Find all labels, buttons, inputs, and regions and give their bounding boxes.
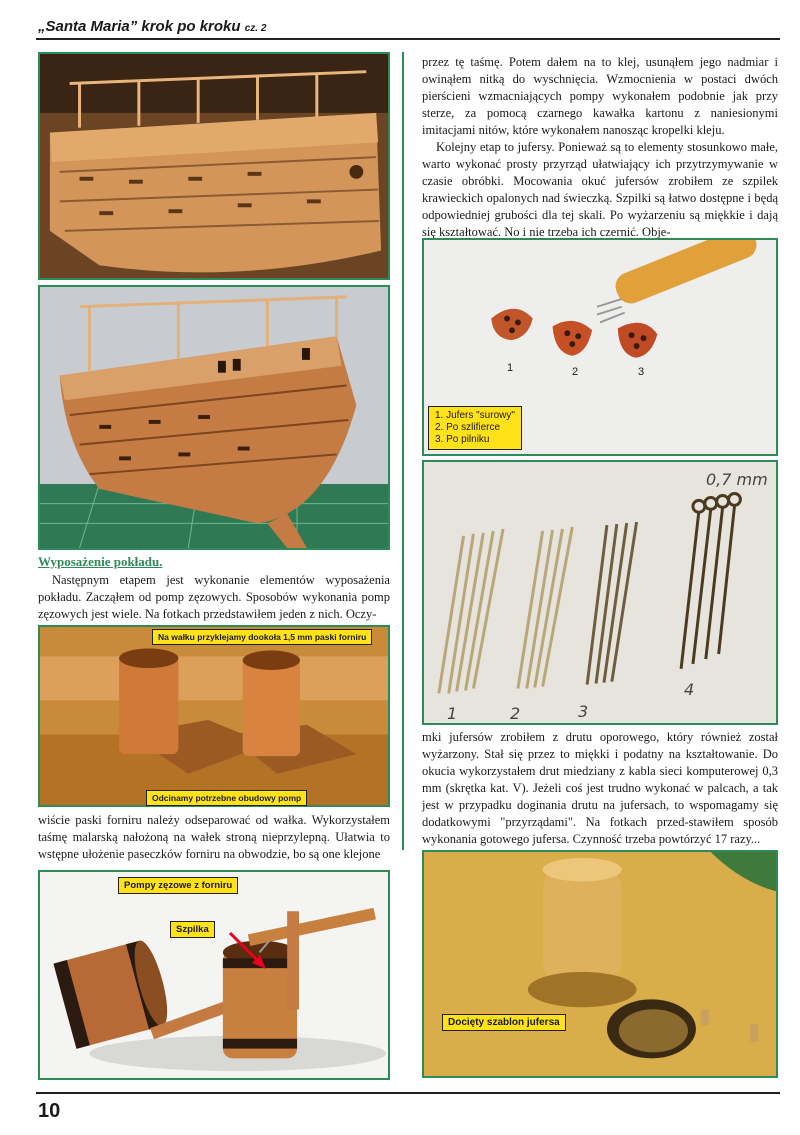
pins-number-2: 2 — [510, 704, 521, 723]
left-paragraph-1 — [38, 572, 390, 623]
ship-stern-illustration — [40, 54, 388, 278]
pins-number-4: 4 — [684, 680, 695, 699]
deadeye-legend-item: 3. Po pilniku — [435, 434, 490, 445]
pins-number-3: 3 — [578, 702, 589, 721]
caption-cut-housings: Odcinamy potrzebne obudowy pomp — [146, 790, 307, 806]
left-paragraph-2-text: wiście paski forniru należy odseparować od wałka. Wykorzystałem taśmę malarską nałożoną na wałek stroną nieprzylepną. Ułatwia to wstępne ułożenie paseczków forniru na obwodzie, bo są one klejone — [38, 813, 390, 861]
left-paragraph-1-text: Następnym etapem jest wykonanie elementów wyposażenia pokładu. Zacząłem od pomp zęzowych. Sposobów wykonania pomp zęzowych jest wiele. Na fotkach przedstawiłem jeden z nich. Oczy- — [38, 573, 390, 621]
photo-bilge-pumps — [38, 870, 390, 1080]
deadeye-legend-item: 1. Jufers "surowy" — [435, 410, 515, 421]
column-divider — [402, 52, 404, 850]
running-header — [38, 18, 266, 35]
right-paragraph-1-text: przez tę taśmę. Potem dałem na to klej, usunąłem jego nadmiar i owinąłem nitką do wyschnięcia. Wzmocnienia w postaci dwóch pierścieni wzmacniających pompy wykonałem podobnie jak przy sterze, za pomocą czarnego kawałka kartonu z naniesionymi imitacjami nitów, które wykonałem nanosząc kropelki kleju. — [422, 55, 778, 137]
ship-full-illustration — [40, 287, 388, 548]
right-paragraphs-top — [422, 54, 778, 241]
right-paragraph-2-text: Kolejny etap to jufersy. Ponieważ są to elementy stosunkowo małe, warto wykonać prosty przyrząd ułatwiający ich przytrzymywanie w czasie obróbki. Mocowania okuć jufersów zrobiłem ze szpilek krawieckich opalonych nad świeczką. Szpilki są łatwo dostępne i będą odpowiedniej grubości dla tej skali. Po wyżarzeniu są miękkie i dają się kształtować. No i nie trzeba ich czernić. Obje- — [422, 140, 778, 239]
page-number: 10 — [38, 1100, 61, 1122]
photo-veneer-roller — [38, 625, 390, 807]
pins-illustration — [424, 462, 776, 723]
running-header-part: cz. 2 — [244, 23, 267, 34]
left-paragraph-2 — [38, 812, 390, 863]
footer-rule — [36, 1092, 780, 1094]
pin-size-note: 0,7 mm — [706, 470, 768, 489]
pin-pointer-arrow — [200, 925, 270, 970]
deadeye-number-2: 2 — [572, 366, 579, 378]
caption-deadeye-template: Docięty szablon jufersa — [442, 1014, 566, 1031]
caption-veneer-roller: Na wałku przyklejamy dookoła 1,5 mm paski forniru — [152, 629, 372, 645]
deadeye-legend-item: 2. Po szlifierce — [435, 422, 501, 433]
deadeye-template-illustration — [424, 852, 776, 1076]
veneer-roller-illustration — [40, 627, 388, 805]
deadeye-number-3: 3 — [638, 366, 645, 378]
running-header-title: „Santa Maria” krok po kroku — [38, 18, 241, 35]
caption-pin: Szpilka — [170, 921, 215, 938]
photo-ship-stern — [38, 52, 390, 280]
right-paragraph-3-text: mki jufersów zrobiłem z drutu oporowego, który również został wyżarzony. Stał się przez to miękki i podatny na kształtowanie. Do okucia wykorzystałem drut miedziany z kabla sieci komputerowej 0,3 mm (skrętka kat. V). Jeżeli coś jest trudno wykonać w palcach, a tak jest w przypadku doginania drutu na jufersach, to wspomagamy się dodatkowymi "przyrządami". Na fotkach przed-stawiłem sposób wykonania gotowego jufersa. Czynność trzeba powtórzyć 17 razy... — [422, 730, 778, 846]
header-rule — [36, 38, 780, 40]
deadeye-number-1: 1 — [507, 362, 514, 374]
caption-bilge-pumps: Pompy zęzowe z forniru — [118, 877, 238, 894]
photo-ship-full — [38, 285, 390, 550]
right-paragraph-3 — [422, 729, 778, 848]
photo-deadeye-template — [422, 850, 778, 1078]
bilge-pumps-illustration — [40, 872, 388, 1078]
section-heading: Wyposażenie pokładu. — [38, 554, 163, 569]
deadeye-legend — [428, 406, 522, 450]
pins-number-1: 1 — [447, 704, 458, 723]
photo-pins — [422, 460, 778, 725]
